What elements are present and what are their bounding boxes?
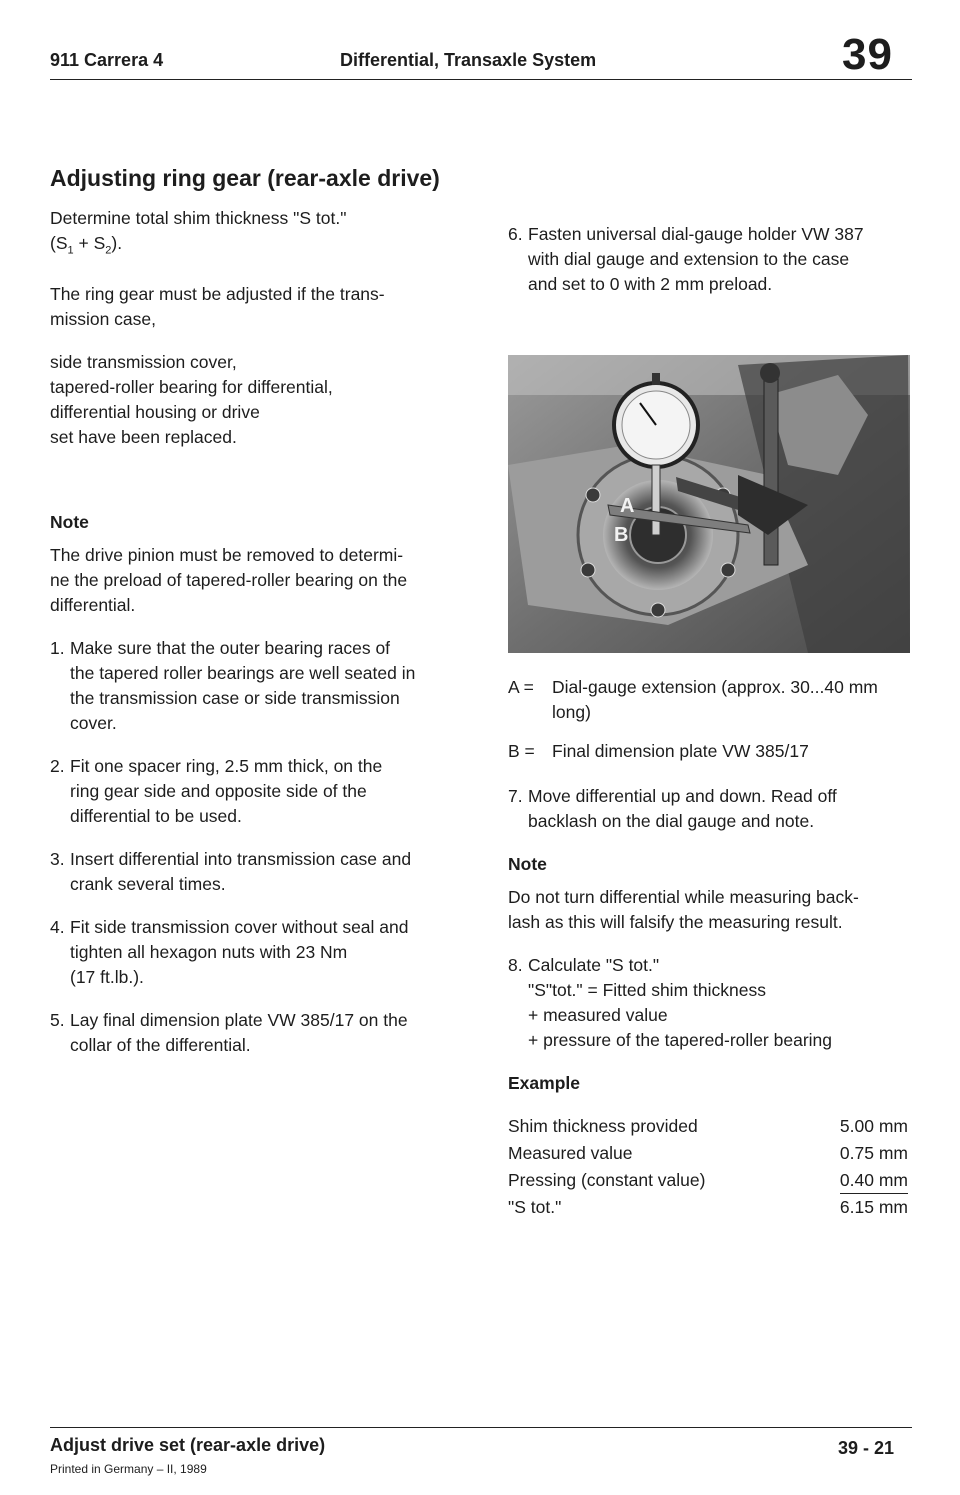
text-line: differential.: [50, 594, 136, 615]
example-table: [508, 1114, 908, 1222]
printed-note: Printed in Germany – II, 1989: [50, 1462, 207, 1476]
text-line: Fit side transmission cover without seal and: [70, 916, 409, 937]
formula-block: [528, 978, 920, 1053]
step-number: 3.: [50, 848, 65, 869]
chapter-number: 39: [842, 30, 893, 79]
text-line: Insert differential into transmission case and: [70, 848, 412, 869]
text-line: set have been replaced.: [50, 426, 237, 447]
example-heading: Example: [508, 1073, 580, 1093]
example-label: Shim thickness provided: [508, 1116, 698, 1136]
formula-line: + pressure of the tapered-roller bearing: [528, 1030, 832, 1050]
text-line: Fasten universal dial-gauge holder VW 387: [528, 224, 864, 244]
table-row: [508, 1168, 908, 1195]
text-line: long): [552, 702, 591, 722]
step-item: [50, 915, 460, 990]
text-line: with dial gauge and extension to the case: [528, 249, 850, 269]
step-text: [70, 754, 460, 829]
text-line: differential to be used.: [70, 805, 242, 826]
intro-formula-part: + S: [73, 233, 106, 253]
step-text: [70, 636, 460, 736]
note-heading: Note: [508, 854, 547, 874]
step-text: Calculate "S tot.": [528, 955, 660, 975]
page-number: 39 - 21: [838, 1438, 895, 1458]
example-value: 0.75 mm: [839, 1143, 908, 1163]
step-text: [528, 222, 918, 297]
example-value-cell: [805, 1168, 908, 1195]
step-item: [50, 847, 460, 897]
text-line: Dial-gauge extension (approx. 30...40 mm: [552, 677, 878, 697]
intro-formula-sub: 1: [67, 244, 74, 257]
note-text: [508, 885, 920, 935]
table-row: [508, 1195, 908, 1222]
text-line: differential housing or drive: [50, 401, 260, 422]
example-label: "S tot.": [508, 1197, 562, 1217]
legend-key: B =: [508, 741, 535, 761]
text-line: (17 ft.lb.).: [70, 966, 144, 987]
footer-title: Adjust drive set (rear-axle drive): [50, 1435, 326, 1455]
note-text: [50, 543, 460, 618]
text-line: Do not turn differential while measuring back-: [508, 887, 859, 907]
formula-line: + measured value: [528, 1005, 668, 1025]
formula-line: "S"tot." = Fitted shim thickness: [528, 980, 766, 1000]
header-rule: [50, 79, 912, 80]
step-number: 1.: [50, 637, 65, 658]
intro-line-1: Determine total shim thickness "S tot.": [50, 208, 347, 228]
transaxle-illustration: [508, 355, 910, 653]
step-text: [528, 784, 920, 834]
right-column-top: [508, 222, 918, 315]
text-line: lash as this will falsify the measuring result.: [508, 912, 843, 932]
page-title: Adjusting ring gear (rear-axle drive): [50, 165, 440, 191]
text-line: and set to 0 with 2 mm preload.: [528, 274, 773, 294]
step-number: 5.: [50, 1009, 65, 1030]
text-line: the transmission case or side transmission: [70, 687, 400, 708]
step-number: 2.: [50, 755, 65, 776]
step-number: 4.: [50, 916, 65, 937]
text-line: ring gear side and opposite side of the: [70, 780, 367, 801]
example-value: 5.00 mm: [839, 1116, 908, 1136]
footer-rule: [50, 1427, 912, 1428]
text-line: mission case,: [50, 308, 157, 329]
step-item: [50, 636, 460, 736]
header-model: 911 Carrera 4: [50, 50, 164, 70]
text-line: tapered-roller bearing for differential,: [50, 376, 333, 397]
replace-paragraph-b: [50, 350, 460, 450]
header-section: Differential, Transaxle System: [340, 50, 597, 70]
intro-formula-part: (S: [50, 233, 68, 253]
figure-label-b: B: [614, 524, 629, 546]
text-line: Lay final dimension plate VW 385/17 on the: [70, 1009, 408, 1030]
step-number: 8.: [508, 955, 523, 975]
text-line: backlash on the dial gauge and note.: [528, 811, 815, 831]
text-line: ne the preload of tapered-roller bearing on the: [50, 569, 408, 590]
text-line: collar of the differential.: [70, 1034, 251, 1055]
step-item: [50, 1008, 460, 1058]
right-column-bottom: [508, 675, 920, 1222]
replace-paragraph-a: [50, 282, 460, 332]
note-heading: Note: [50, 511, 89, 532]
legend-text: [552, 675, 878, 725]
step-item: [508, 784, 920, 834]
example-value: 6.15 mm: [839, 1197, 908, 1217]
step-number: 6.: [508, 224, 523, 244]
text-line: crank several times.: [70, 873, 226, 894]
text-line: side transmission cover,: [50, 351, 237, 372]
legend-item-b: [508, 739, 920, 764]
text-line: Make sure that the outer bearing races of: [70, 637, 391, 658]
intro-formula-part: ).: [111, 233, 123, 253]
step-item: [508, 953, 920, 978]
step-item: [50, 754, 460, 829]
text-line: Move differential up and down. Read off: [528, 786, 837, 806]
step-number: 7.: [508, 786, 523, 806]
table-row: [508, 1114, 908, 1141]
text-line: tighten all hexagon nuts with 23 Nm: [70, 941, 348, 962]
table-row: [508, 1141, 908, 1168]
text-line: The drive pinion must be removed to determi-: [50, 544, 404, 565]
step-text: [70, 915, 460, 990]
example-label: Measured value: [508, 1143, 633, 1163]
text-line: Fit one spacer ring, 2.5 mm thick, on the: [70, 755, 383, 776]
dial-gauge-photo: [508, 355, 910, 653]
text-line: cover.: [70, 712, 117, 733]
example-value: 0.40 mm: [840, 1168, 908, 1194]
text-line: the tapered roller bearings are well seated in: [70, 662, 416, 683]
example-label: Pressing (constant value): [508, 1170, 706, 1190]
legend-key: A =: [508, 677, 534, 697]
step-text: [70, 1008, 460, 1058]
left-column: [50, 206, 460, 1076]
step-text: [70, 847, 460, 897]
text-line: The ring gear must be adjusted if the trans-: [50, 283, 385, 304]
legend-text: Final dimension plate VW 385/17: [552, 741, 809, 761]
step-item: [508, 222, 918, 297]
figure-label-a: A: [620, 495, 635, 517]
intro-paragraph: [50, 206, 460, 264]
intro-formula-sub: 2: [105, 244, 112, 257]
legend-item-a: [508, 675, 920, 725]
